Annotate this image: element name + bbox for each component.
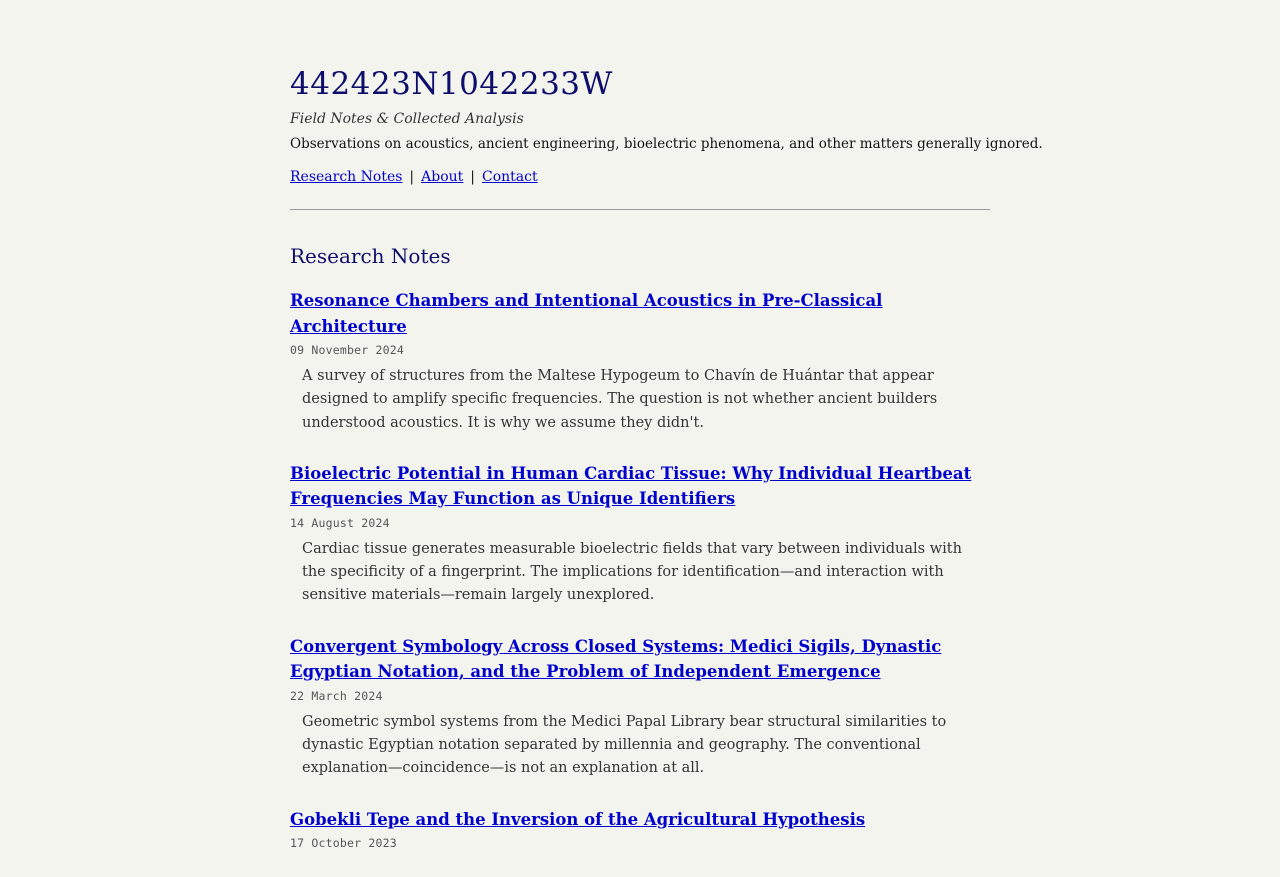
- header-divider: [290, 209, 990, 210]
- post-date: 09 November 2024: [290, 343, 404, 357]
- post-date: 22 March 2024: [290, 688, 383, 703]
- post-list: [290, 288, 990, 877]
- post-item: [290, 288, 990, 435]
- site-tagline: Field Notes & Collected Analysis: [290, 111, 524, 127]
- post-item: [290, 807, 990, 852]
- section-heading: Research Notes: [290, 244, 451, 268]
- post-title-link[interactable]: Convergent Symbology Across Closed Systems: Medici Sigils, Dynastic Egyptian Notation, and the Problem of Independent Emergence: [290, 636, 942, 682]
- post-title: [290, 461, 990, 512]
- post-title-link[interactable]: Bioelectric Potential in Human Cardiac Tissue: Why Individual Heartbeat Frequencies May Function as Unique Identifiers: [290, 463, 972, 509]
- nav-separator: |: [409, 169, 415, 185]
- nav-link-research-notes[interactable]: Research Notes: [290, 169, 403, 185]
- post-title-link[interactable]: Resonance Chambers and Intentional Acoustics in Pre-Classical Architecture: [290, 291, 883, 336]
- nav-separator: |: [470, 169, 476, 185]
- nav-link-contact[interactable]: Contact: [482, 169, 538, 185]
- post-item: [290, 634, 990, 781]
- post-excerpt: Geometric symbol systems from the Medici Papal Library bear structural similarities to dynastic Egyptian notation separated by millennia and geography. The conventional explanation—coincidence—is not an explanation at all.: [302, 713, 947, 777]
- site-title: 442423N1042233W: [290, 66, 613, 102]
- nav-link-about[interactable]: About: [421, 169, 464, 185]
- post-excerpt: Cardiac tissue generates measurable bioelectric fields that vary between individuals with the specificity of a fingerprint. The implications for identification—and interaction with sensitive materials—remain largely unexplored.: [302, 540, 962, 604]
- post-date: 17 October 2023: [290, 836, 397, 851]
- post-date: 14 August 2024: [290, 515, 390, 530]
- post-title-link[interactable]: Gobekli Tepe and the Inversion of the Agricultural Hypothesis: [290, 809, 866, 829]
- post-item: [290, 461, 990, 608]
- post-excerpt: A survey of structures from the Maltese Hypogeum to Chavín de Huántar that appear designed to amplify specific frequencies. The question is not whether ancient builders understood acoustics. It is why we assume they didn't.: [302, 368, 938, 431]
- post-title: [290, 288, 990, 339]
- main-nav: [290, 167, 538, 187]
- post-title: [290, 807, 990, 833]
- post-title: [290, 634, 990, 685]
- site-description: Observations on acoustics, ancient engineering, bioelectric phenomena, and other matters generally ignored.: [290, 136, 1043, 152]
